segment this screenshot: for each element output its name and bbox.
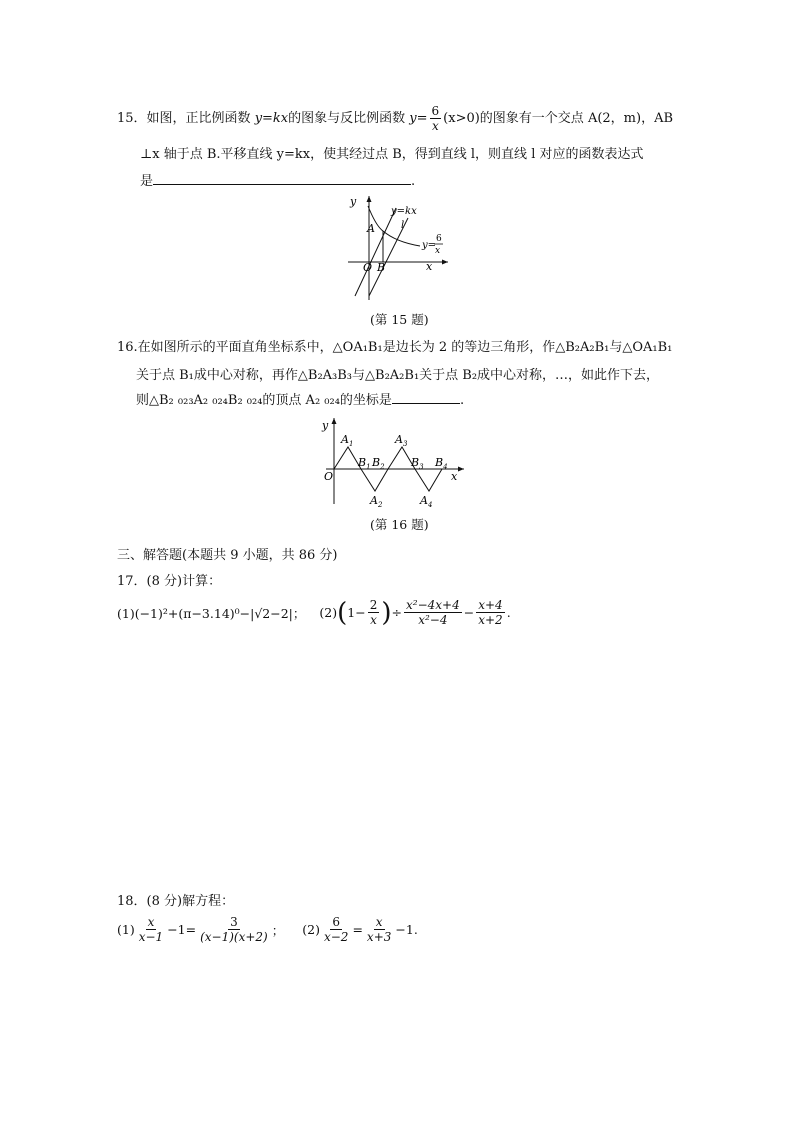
svg-text:B3: $B_3$	[411, 456, 424, 471]
q15-fig-ykx: y=kx	[391, 206, 417, 217]
q15-line1: 15．如图，正比例函数 y=kx的图象与反比例函数 y= $\frac{6}{x}$ (x>0)的图象有一个交点 A(2，m)，AB	[117, 104, 674, 133]
q15-fig-l: l	[401, 220, 405, 231]
q15-fig-x: x	[426, 260, 433, 273]
q16-figure	[318, 412, 468, 512]
q17-frac2: $\frac{\text{x²−4x+4}}{\text{x²−4}}$	[406, 598, 460, 627]
q15-fig-xden: x	[435, 246, 441, 256]
q16-line1: 16.在如图所示的平面直角坐标系中，△OA₁B₁是边长为 2 的等边三角形，作△B₂A₂B₁与△OA₁B₁	[117, 340, 673, 355]
q16-fig-O: O	[324, 470, 334, 483]
q15-line3: 是 .	[140, 174, 416, 189]
q16-fig-x: x	[451, 470, 458, 483]
q18-frac2: $\frac{3}{(x-1)(x+2)}$	[200, 915, 268, 944]
svg-text:B4: $B_4$	[435, 456, 448, 471]
q18-frac1: $\frac{x}{x-1}$	[138, 915, 164, 944]
q15-fig-y: y	[350, 195, 357, 208]
q15-fig-B: B	[377, 261, 386, 274]
svg-text:B2: $B_2$	[372, 456, 385, 471]
q16-line3: 则△B₂ ₀₂₃A₂ ₀₂₄B₂ ₀₂₄的顶点 A₂ ₀₂₄的坐标是 .	[136, 393, 465, 408]
svg-text:A4: $A_4$	[420, 494, 433, 509]
q17-frac1: $\frac{2}{x}$	[369, 598, 378, 627]
q18-parts: (1) $\frac{x}{x-1}$ −1= $\frac{3}{(x-1)(x+2)}$ ； (2) $\frac{6}{x-2}$ = $\frac{x}{x+3}$ −1.	[117, 915, 418, 944]
q18-title: 18．(8 分)解方程：	[117, 894, 235, 909]
q18-frac3: $\frac{6}{x-2}$	[323, 915, 349, 944]
section-heading: 三、解答题(本题共 9 小题，共 86 分)	[117, 548, 338, 563]
q18-frac4: $\frac{x}{x+3}$	[366, 915, 392, 944]
q16-fig-y: y	[322, 419, 329, 432]
q16-caption: (第 16 题)	[370, 517, 429, 532]
svg-text:A1: $A_1$	[341, 433, 354, 448]
q15-fig-six: 6	[436, 234, 442, 244]
q17-frac3: $\frac{x+4}{x+2}$	[478, 598, 503, 627]
q15-fraction: $\frac{6}{x}$	[431, 104, 440, 133]
q15-answer-blank[interactable]	[153, 172, 411, 185]
q17-parts: (1)(−1)²+(π−3.14)⁰−|√2−2|； (2) ( 1− $\frac{2}{x}$ ) ÷ $\frac{\text{x²−4x+4}}{\text{x²−4}}$ − $\frac{x+4}{x+2}$ .	[117, 597, 511, 628]
q15-fig-A: A	[367, 222, 375, 235]
q15-caption: (第 15 题)	[370, 312, 429, 327]
q17-title: 17．(8 分)计算：	[117, 574, 222, 589]
svg-text:A3: $A_3$	[395, 433, 408, 448]
q15-fig-yeq: y=	[422, 240, 437, 251]
q15-number: 15．	[117, 111, 147, 126]
q17-part1: (1)(−1)²+(π−3.14)⁰−|√2−2|；	[117, 605, 306, 621]
q15-fig-O: O	[363, 261, 373, 274]
q16-answer-blank[interactable]	[392, 391, 460, 404]
q15-figure	[338, 190, 454, 302]
svg-text:B1: $B_1$	[358, 456, 371, 471]
svg-text:A2: $A_2$	[370, 494, 383, 509]
q15-line2: ⊥x 轴于点 B.平移直线 y=kx，使其经过点 B，得到直线 l，则直线 l 对应的函数表达式	[140, 147, 644, 162]
q16-line2: 关于点 B₁成中心对称，再作△B₂A₃B₃与△B₂A₂B₁关于点 B₂成中心对称，…，如此作下去，	[136, 368, 660, 383]
